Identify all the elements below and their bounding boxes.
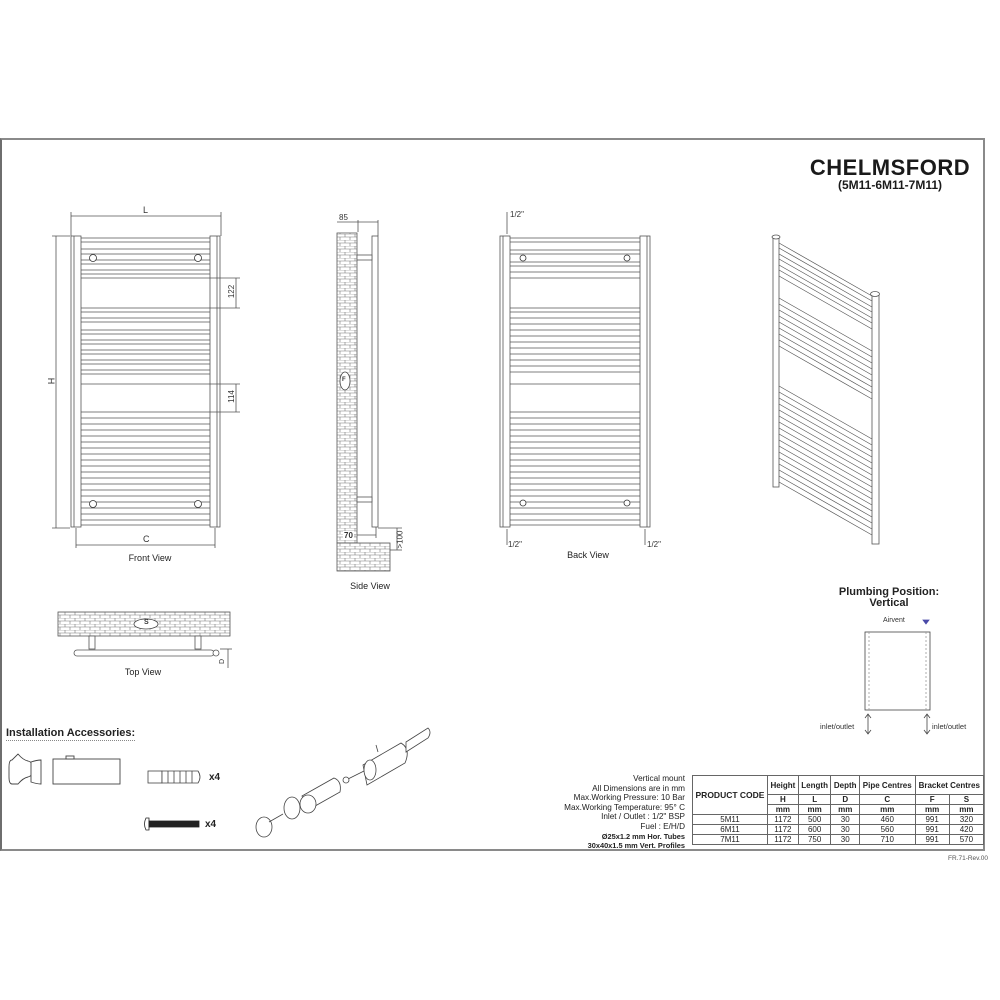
front-view-label: Front View [128,553,172,563]
value-cell: 560 [859,825,915,835]
product-code-header: PRODUCT CODE [693,776,768,815]
screw-drawing [145,818,200,830]
back-port-bottom-right: 1/2" [647,540,661,549]
plumbing-position-title [828,587,950,609]
side-dim-wall: 70 [344,531,353,540]
spec-line: Fuel : E/H/D [640,821,685,831]
unit-cell: mm [768,805,799,815]
symbol-cell: D [831,795,860,805]
plumbing-title-line2: Vertical [869,597,909,609]
value-cell: 710 [859,835,915,845]
exploded-assembly-drawing [256,728,430,837]
unit-cell: mm [831,805,860,815]
value-cell: 570 [949,835,983,845]
header-length: Length [798,776,831,795]
side-dim-floor: >100 [395,530,405,549]
specifications-notes [540,774,685,851]
header-depth: Depth [831,776,860,795]
revision-code: FR.71-Rev.00 [948,855,988,862]
product-code-cell: 6M11 [693,825,768,835]
plumbing-title-line1: Plumbing Position: [838,586,940,598]
symbol-cell: C [859,795,915,805]
side-view-label: Side View [350,581,390,591]
isometric-view-drawing [772,235,880,544]
screw-quantity: x4 [205,819,217,830]
symbol-cell: L [798,795,831,805]
value-cell: 991 [915,835,949,845]
value-cell: 1172 [768,835,799,845]
product-code-cell: 7M11 [693,835,768,845]
value-cell: 750 [798,835,831,845]
header-height: Height [768,776,799,795]
back-port-top-left: 1/2" [510,210,524,219]
unit-cell: mm [798,805,831,815]
unit-cell: mm [949,805,983,815]
back-port-bottom-left: 1/2" [508,540,522,549]
front-dim-gap-top: 122 [227,284,237,299]
spec-line: Max.Working Temperature: 95° C [564,802,685,812]
product-title: CHELMSFORD [809,155,971,180]
spec-line: Vertical mount [633,774,685,783]
symbol-cell: F [915,795,949,805]
accessory-bracket-drawing [9,754,120,784]
spec-line-bold: 30x40x1.5 mm Vert. Profiles [587,841,685,851]
front-dim-gap-mid: 114 [226,390,236,403]
installation-accessories-title: Installation Accessories: [6,727,136,739]
value-cell: 1172 [768,815,799,825]
value-cell: 30 [831,835,860,845]
unit-cell: mm [859,805,915,815]
back-view-drawing [500,212,650,545]
top-bracket-marker: S [144,619,149,626]
header-pipe-centres: Pipe Centres [859,776,915,795]
wall-plug-drawing [148,771,200,783]
value-cell: 1172 [768,825,799,835]
value-cell: 30 [831,825,860,835]
table-row [693,835,984,845]
front-dim-height: H [46,377,57,385]
product-models: (5M11-6M11-7M11) [837,178,943,192]
front-dim-length: L [143,205,149,215]
header-bracket-centres: Bracket Centres [915,776,983,795]
product-dimensions-table [692,775,984,845]
value-cell: 460 [859,815,915,825]
spec-line: Max.Working Pressure: 10 Bar [573,793,685,803]
value-cell: 500 [798,815,831,825]
spec-line-bold: Ø25x1.2 mm Hor. Tubes [601,831,685,841]
top-view-label: Top View [124,667,162,677]
airvent-label: Airvent [883,617,905,624]
table-header-row [693,776,984,795]
unit-cell: mm [915,805,949,815]
inlet-outlet-left-label: inlet/outlet [820,722,855,731]
front-dim-centres: C [143,534,150,544]
top-dim-depth: D [219,658,227,665]
value-cell: 600 [798,825,831,835]
spec-line: Inlet / Outlet : 1/2" BSP [601,812,685,822]
wall-plug-quantity: x4 [209,772,221,783]
value-cell: 320 [949,815,983,825]
front-view-drawing [52,212,240,548]
side-view-drawing [337,220,402,571]
table-row [693,815,984,825]
side-fuel-marker: F [342,377,346,383]
table-row [693,825,984,835]
product-code-cell: 5M11 [693,815,768,825]
inlet-outlet-right-label: inlet/outlet [932,722,967,731]
value-cell: 991 [915,825,949,835]
spec-line: All Dimensions are in mm [592,783,685,793]
value-cell: 30 [831,815,860,825]
plumbing-position-diagram [865,620,930,734]
symbol-cell: H [768,795,799,805]
value-cell: 991 [915,815,949,825]
back-view-label: Back View [567,550,609,560]
symbol-cell: S [949,795,983,805]
side-dim-depth: 85 [339,213,348,222]
value-cell: 420 [949,825,983,835]
